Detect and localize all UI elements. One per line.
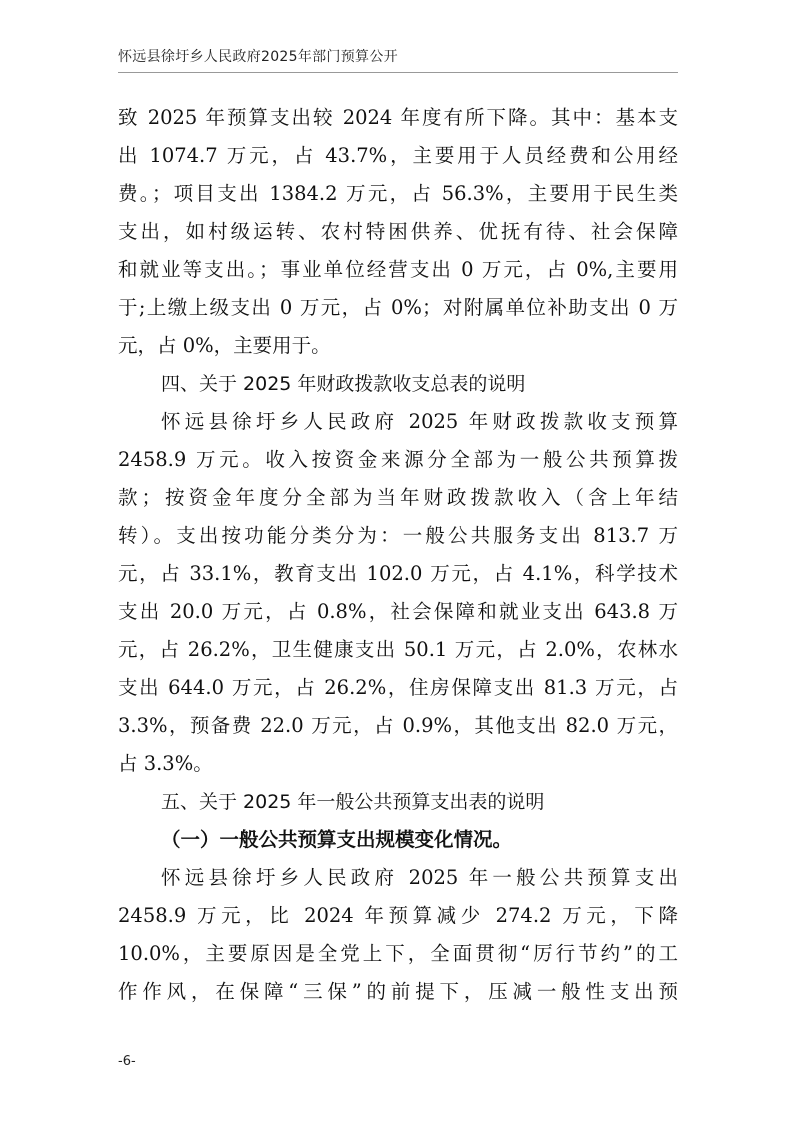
body-line: 支出 644.0 万元，占 26.2%，住房保障支出 81.3 万元，占 bbox=[118, 676, 678, 699]
header-divider bbox=[118, 72, 678, 73]
body-line: 元，占 26.2%，卫生健康支出 50.1 万元，占 2.0%，农林水 bbox=[118, 638, 678, 661]
body-line: 出 1074.7 万元，占 43.7%，主要用于人员经费和公用经 bbox=[118, 144, 678, 167]
body-line: 怀远县徐圩乡人民政府 2025 年一般公共预算支出 bbox=[161, 866, 678, 889]
body-line: 2458.9 万元，比 2024 年预算减少 274.2 万元，下降 bbox=[118, 904, 678, 927]
body-line: 于;上缴上级支出 0 万元，占 0%；对附属单位补助支出 0 万 bbox=[118, 296, 678, 319]
body-line: 和就业等支出。；事业单位经营支出 0 万元，占 0%,主要用 bbox=[118, 258, 678, 281]
body-line: 作作风，在保障“三保”的前提下，压减一般性支出预 bbox=[118, 980, 678, 1003]
body-line: 元，占 33.1%，教育支出 102.0 万元，占 4.1%，科学技术 bbox=[118, 562, 678, 585]
body-line: 怀远县徐圩乡人民政府 2025 年财政拨款收支预算 bbox=[161, 410, 678, 433]
body-line: 3.3%，预备费 22.0 万元，占 0.9%，其他支出 82.0 万元， bbox=[118, 714, 678, 737]
body-line: 10.0%，主要原因是全党上下，全面贯彻“厉行节约”的工 bbox=[118, 942, 678, 965]
body-line: 2458.9 万元。收入按资金来源分全部为一般公共预算拨 bbox=[118, 448, 678, 471]
section-heading: 四、关于 2025 年财政拨款收支总表的说明 bbox=[161, 373, 526, 395]
body-line: 转）。支出按功能分类分为：一般公共服务支出 813.7 万 bbox=[118, 524, 678, 547]
page-number: -6- bbox=[118, 1054, 136, 1069]
body-line: 支出，如村级运转、农村特困供养、优抚有待、社会保障 bbox=[118, 220, 678, 243]
body-line: 支出 20.0 万元，占 0.8%，社会保障和就业支出 643.8 万 bbox=[118, 600, 678, 623]
subsection-heading: （一）一般公共预算支出规模变化情况。 bbox=[161, 828, 513, 851]
body-line: 占 3.3%。 bbox=[118, 752, 213, 775]
body-line: 费。；项目支出 1384.2 万元，占 56.3%，主要用于民生类 bbox=[118, 182, 678, 205]
body-line: 致 2025 年预算支出较 2024 年度有所下降。其中：基本支 bbox=[118, 106, 678, 129]
page-header: 怀远县徐圩乡人民政府2025年部门预算公开 bbox=[118, 49, 398, 65]
body-line: 款；按资金年度分全部为当年财政拨款收入（含上年结 bbox=[118, 486, 678, 509]
section-heading: 五、关于 2025 年一般公共预算支出表的说明 bbox=[161, 791, 545, 813]
body-line: 元，占 0%，主要用于。 bbox=[118, 334, 331, 357]
